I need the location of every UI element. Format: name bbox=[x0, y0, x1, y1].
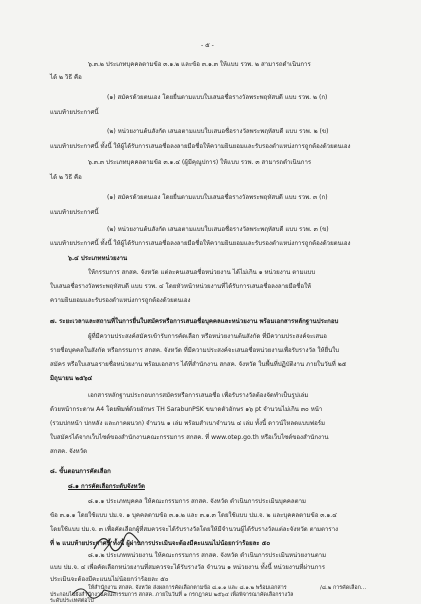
text-line: รายชื่อบุคคลในสังกัด หรือกรรมการ สกสค. จังหวัด ที่มีความประสงค์จะเสนอชื่อหน่วยงานเพื่อรับรางวัล ให้ยื่นใบ bbox=[50, 347, 340, 354]
text-line: ได้ ๒ วิธี คือ bbox=[50, 74, 82, 81]
section-heading: ๖.๔ ประเภทหน่วยงาน bbox=[68, 255, 128, 262]
section-heading: ๘. ขั้นตอนการคัดเลือก bbox=[50, 468, 111, 475]
text-line: ๖.๓.๓ ประเภทบุคคลตามข้อ ๓.๑.๔ (ผู้มีคุณูปการ) ให้แบบ รวพ. ๓ สามารถดำเนินการ bbox=[88, 159, 312, 166]
text-line: แนบท้ายประกาศนี้ ทั้งนี้ ให้ผู้ได้รับการเสนอชื่อลงลายมือชื่อให้ความยินยอมและรับรองตำแหน่งการถูกต้องด้วยตนเอง bbox=[50, 143, 351, 150]
text-line: แนบท้ายประกาศนี้ bbox=[50, 109, 99, 116]
text-line: ๘.๑.๒ ประเภทหน่วยงาน ให้คณะกรรมการ สกสค. จังหวัด ดำเนินการประเมินหน่วยงานตาม bbox=[88, 552, 327, 559]
text-line: แนบท้ายประกาศนี้ ทั้งนี้ ให้ผู้ได้รับการเสนอชื่อลงลายมือชื่อให้ความยินยอมและรับรองตำแหน่งการถูกต้องด้วยตนเอง bbox=[50, 240, 351, 247]
text-line: ให้กรรมการ สกสค. จังหวัด แต่ละคนเสนอชื่อหน่วยงาน ได้ไม่เกิน ๑ หน่วยงาน ตามแบบ bbox=[88, 269, 316, 276]
text-line: ๘.๑.๑ ประเภทบุคคล ให้คณะกรรมการ สกสค. จังหวัด ดำเนินการประเมินบุคคลตาม bbox=[88, 498, 307, 505]
text-line: ๖.๓.๒ ประเภทบุคคลตามข้อ ๓.๑.๒ และข้อ ๓.๑.๓ ให้แบบ รวพ. ๒ สามารถดำเนินการ bbox=[88, 61, 311, 68]
text-line: ให้สำนักงาน สกสค. จังหวัด ส่งผลการคัดเลือกตามข้อ ๘.๑.๑ และ ๘.๑.๒ พร้อมเอกสาร bbox=[88, 585, 287, 591]
section-heading: ๗. ระยะเวลาและสถานที่ในการยื่นใบสมัครหรือการเสนอชื่อบุคคลและหน่วยงาน พร้อมเอกสารหลักฐานประกอบ bbox=[50, 318, 339, 325]
text-line: แบบ ปม.จ. ๔ เพื่อคัดเลือกหน่วยงานที่สมควรจะได้รับรางวัล จำนวน ๑ หน่วยงาน ทั้งนี้ หน่วยงานที่ผ่านการ bbox=[50, 564, 325, 571]
text-line: ระดับประเทศต่อไป bbox=[50, 598, 94, 604]
text-line: เอกสารหลักฐานประกอบการสมัครหรือการเสนอชื่อ เพื่อรับรางวัลต้องจัดทำเป็นรูปเล่ม bbox=[88, 392, 309, 399]
handwritten-initials bbox=[90, 531, 150, 555]
text-line: สกสค. จังหวัด bbox=[50, 448, 88, 455]
text-line: ความยินยอมและรับรองตำแหน่งการถูกต้องด้วยตนเอง bbox=[50, 297, 191, 304]
text-line: (รวมปกหน้า ปกหลัง และภาคผนวก) จำนวน ๑ เล่ม พร้อมสำเนาจำนวน ๔ เล่ม ทั้งนี้ ดาวน์โหลดแบบฟอร์ม bbox=[50, 420, 326, 427]
text-line: ได้ ๒ วิธี คือ bbox=[50, 174, 82, 181]
text-line: ด้วยหน้ากระดาษ A4 โดยพิมพ์ด้วยอักษร TH SarabunPSK ขนาดตัวอักษร ๑๖ pt จำนวนไม่เกิน ๓๐ หน้า bbox=[50, 406, 323, 413]
text-line: สมัคร หรือใบเสนอรายชื่อหน่วยงาน พร้อมเอกสาร ได้ที่สำนักงาน สกสค. จังหวัด ในพื้นที่ปฏิบัติงาน ภายในวันที่ ๒๕ bbox=[50, 361, 347, 368]
text-line: ประเมินจะต้องมีคะแนนไม่น้อยกว่าร้อยละ ๕๐ bbox=[50, 576, 169, 583]
continuation-marker: /๘.๒ การคัดเลือก... bbox=[320, 585, 367, 591]
text-line: ที่ ๒ แนบท้ายประกาศนี้ ทั้งนี้ ผู้ผ่านการประเมินจะต้องมีคะแนนไม่น้อยกว่าร้อยละ ๕๐ bbox=[50, 540, 271, 547]
text-line: (๑) สมัครด้วยตนเอง โดยยื่นตามแบบใบเสนอชื่อรางวัลพระพฤหัสบดี แบบ รวพ. ๓ (ก) bbox=[107, 194, 328, 201]
text-line: มิถุนายน ๒๕๖๔ bbox=[50, 375, 93, 382]
text-line: ใบสมัครได้จากเว็บไซต์ของสำนักงานคณะกรรมการ สกสค. ที่ www.otep.go.th หรือเว็บไซต์ของสำนักงาน bbox=[50, 434, 329, 441]
text-line: (๒) หน่วยงานต้นสังกัด เสนอตามแบบใบเสนอชื่อรางวัลพระพฤหัสบดี แบบ รวพ. ๒ (ข) bbox=[107, 128, 329, 135]
text-line: ผู้ที่มีความประสงค์สมัครเข้ารับการคัดเลือก หรือหน่วยงานต้นสังกัด ที่มีความประสงค์จะเสนอ bbox=[88, 333, 327, 340]
text-line: ใบเสนอชื่อรางวัลพระพฤหัสบดี แบบ รวพ. ๔ โดยหัวหน้าหน่วยงานที่ได้รับการเสนอชื่อลงลายมือชื่อให้ bbox=[50, 283, 312, 290]
handwritten-initials bbox=[70, 585, 120, 600]
text-line: ข้อ ๓.๑.๑ โดยใช้แบบ ปม.จ. ๑ บุคคลตามข้อ ๓.๑.๒ และ ๓.๑.๓ โดยใช้แบบ ปม.จ. ๒ และบุคคลตามข้อ ๓.๑.๔ bbox=[50, 512, 337, 519]
text-line: (๑) สมัครด้วยตนเอง โดยยื่นตามแบบใบเสนอชื่อรางวัลพระพฤหัสบดี แบบ รวพ. ๒ (ก) bbox=[107, 94, 328, 101]
text-line: โดยใช้แบบ ปม.จ. ๓ เพื่อคัดเลือกผู้ที่สมควรจะได้รับรางวัลโดยให้มีจำนวนผู้ได้รับรางวัลแต่ละจังหวัด ตามตาราง bbox=[50, 526, 339, 533]
page-number: - ๕ - bbox=[201, 42, 214, 49]
text-line: (๒) หน่วยงานต้นสังกัด เสนอตามแบบใบเสนอชื่อรางวัลพระพฤหัสบดี แบบ รวพ. ๓ (ข) bbox=[107, 226, 329, 233]
text-line: ประกอบไปยังสำนักงานคณะกรรมการ สกสค. ภายในวันที่ ๑ กรกฎาคม ๒๕๖๔ เพื่อพิจารณาคัดเลือกรางวัล bbox=[50, 592, 294, 598]
text-line: แนบท้ายประกาศนี้ bbox=[50, 209, 99, 216]
subsection-heading: ๘.๑ การคัดเลือกระดับจังหวัด bbox=[68, 483, 145, 490]
